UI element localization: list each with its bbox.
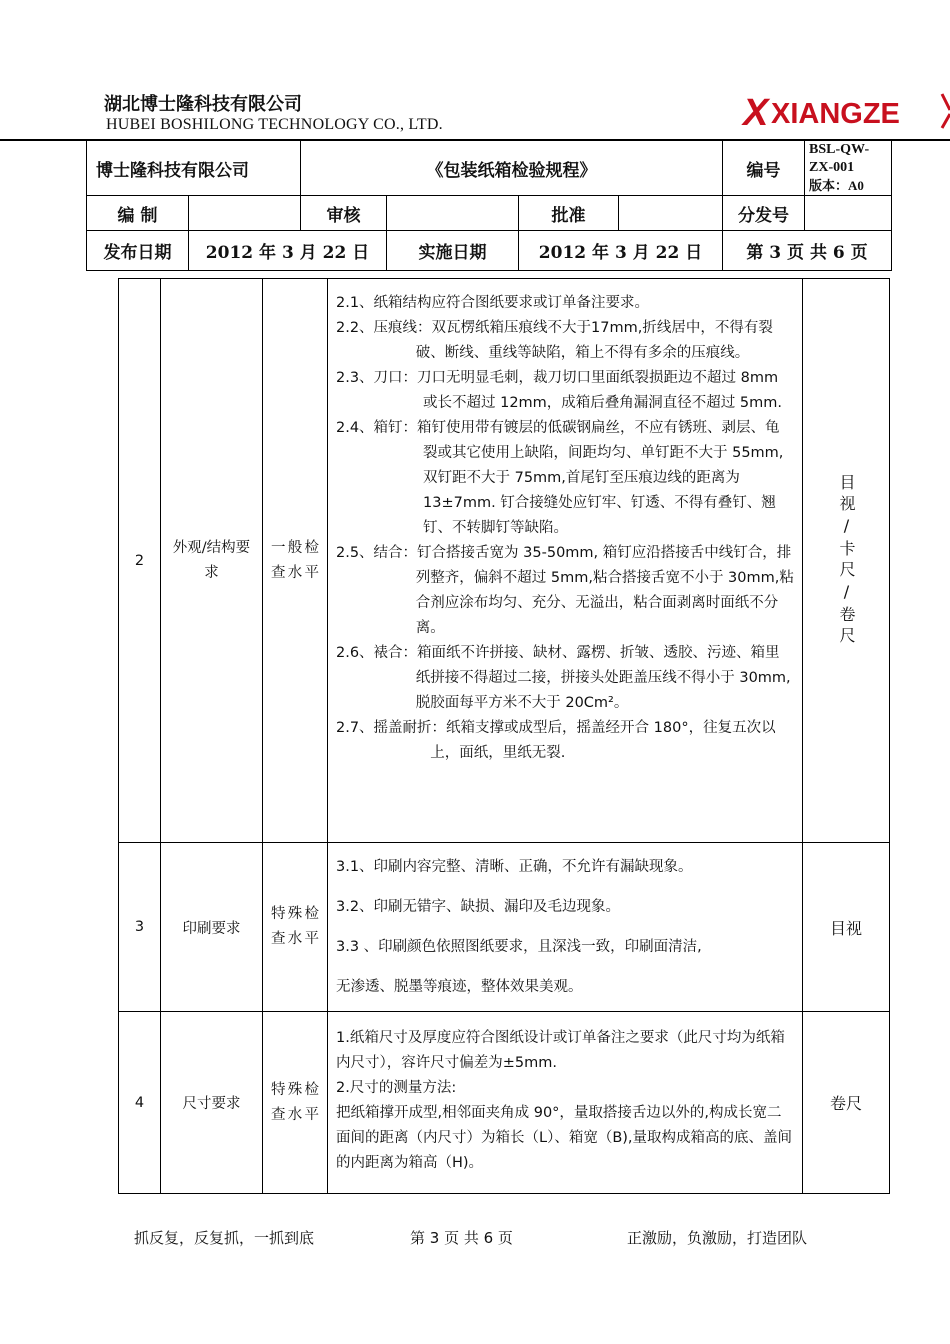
- inspection-item: 外观/结构要求: [161, 279, 263, 843]
- review-value: [387, 196, 519, 231]
- company-name-en: HUBEI BOSHILONG TECHNOLOGY CO., LTD.: [106, 116, 443, 133]
- requirement-content: [328, 279, 803, 843]
- footer-slogan-left: 抓反复，反复抓，一抓到底: [134, 1229, 315, 1247]
- inspection-tool: 卷尺: [803, 1012, 890, 1194]
- approve-value: [619, 196, 723, 231]
- inspection-tool: [803, 279, 890, 843]
- inspection-tool: 目视: [803, 843, 890, 1012]
- svg-text:X: X: [743, 92, 769, 134]
- approve-label: 批准: [519, 196, 619, 231]
- requirement-line: 2.2、压痕线：双瓦楞纸箱压痕线不大于17mm,折线居中，不得有裂破、断线、重线等缺陷，箱上不得有多余的压痕线。: [336, 320, 773, 361]
- requirement-line: 3.2、印刷无错字、缺损、漏印及毛边现象。: [336, 899, 621, 915]
- inspection-level: 特殊检查水平: [263, 843, 328, 1012]
- document-header-table: [86, 140, 892, 271]
- code-label: 编号: [723, 141, 805, 196]
- code-cell: [805, 141, 892, 196]
- effective-date: 2012 年 3 月 22 日: [519, 231, 723, 271]
- compile-label: 编 制: [87, 196, 189, 231]
- inspection-tool-text: 目视/卡尺/卷尺: [837, 473, 856, 648]
- issue-no-label: 分发号: [723, 196, 805, 231]
- table-row: [119, 843, 890, 1012]
- requirement-line: 2.3、刀口：刀口无明显毛刺，裁刀切口里面纸裂损距边不超过 8mm 或长不超过 12mm，成箱后叠角漏洞直径不超过 5mm.: [336, 370, 783, 411]
- inspection-item: 尺寸要求: [161, 1012, 263, 1194]
- requirement-line: 1.纸箱尺寸及厚度应符合图纸设计或订单备注之要求（此尺寸均为纸箱内尺寸），容许尺寸偏差为±5mm.: [336, 1030, 785, 1071]
- row-number: 4: [119, 1012, 161, 1194]
- row-number: 2: [119, 279, 161, 843]
- inspection-item: 印刷要求: [161, 843, 263, 1012]
- review-label: 审核: [301, 196, 387, 231]
- publish-date: 2012 年 3 月 22 日: [189, 231, 387, 271]
- table-row: [119, 1012, 890, 1194]
- xiangze-logo: [743, 92, 900, 134]
- requirement-line: 2.7、摇盖耐折：纸箱支撑或成型后，摇盖经开合 180°，往复五次以上，面纸，里纸无裂.: [336, 720, 776, 761]
- requirement-line: 2.1、纸箱结构应符合图纸要求或订单备注要求。: [336, 295, 650, 311]
- requirement-content: [328, 843, 803, 1012]
- row-number: 3: [119, 843, 161, 1012]
- version-label: 版本：: [809, 178, 849, 193]
- document-title: 《包装纸箱检验规程》: [301, 141, 723, 196]
- effective-date-label: 实施日期: [387, 231, 519, 271]
- logo-fragment-icon: [940, 92, 950, 132]
- version-value: A0: [848, 178, 864, 193]
- footer-slogan-right: 正激励，负激励，打造团队: [627, 1229, 808, 1247]
- footer-page-number: 第 3 页 共 6 页: [410, 1229, 513, 1247]
- requirement-content: [328, 1012, 803, 1194]
- requirement-line: 2.5、结合：钉合搭接舌宽为 35-50mm, 箱钉应沿搭接舌中线钉合，排列整齐，偏斜不超过 5mm,粘合搭接舌宽不小于 30mm,粘合剂应涂布均匀、充分、无溢出，粘合面剥离时面纸不分离。: [336, 545, 794, 636]
- requirement-line: 2.4、箱钉：箱钉使用带有镀层的低碳钢扁丝，不应有锈班、剥层、龟裂或其它使用上缺陷，间距均匀、单钉距不大于 55mm,双钉距不大于 75mm,首尾钉至压痕边线的距离为 13±7mm. 钉合接缝处应钉牢、钉透、不得有叠钉、翘钉、不转脚钉等缺陷。: [336, 420, 784, 536]
- requirement-line: 把纸箱撑开成型,相邻面夹角成 90°，量取搭接舌边以外的,构成长宽二面间的距离（内尺寸）为箱长（L）、箱宽（B),量取构成箱高的底、盖间的内距离为箱高（H)。: [336, 1105, 793, 1171]
- inspection-table: [118, 278, 890, 1194]
- requirement-line: 3.1、印刷内容完整、清晰、正确，不允许有漏缺现象。: [336, 859, 693, 875]
- compile-value: [189, 196, 301, 231]
- inspection-level: 一般检查水平: [263, 279, 328, 843]
- company-name-cn: 湖北博士隆科技有限公司: [104, 94, 302, 115]
- requirement-line: 2.6、裱合：箱面纸不许拼接、缺材、露楞、折皱、透胶、污迹、箱里纸拼接不得超过二接，拼接头处距盖压线不得小于 30mm,脱胶面每平方米不大于 20Cm²。: [336, 645, 791, 711]
- issue-no-value: [805, 196, 892, 231]
- inspection-level: 特殊检查水平: [263, 1012, 328, 1194]
- publish-date-label: 发布日期: [87, 231, 189, 271]
- header-company: 博士隆科技有限公司: [87, 141, 301, 196]
- page-info: 第 3 页 共 6 页: [723, 231, 892, 271]
- requirement-line: 2.尺寸的测量方法:: [336, 1080, 457, 1096]
- logo-text: XIANGZE: [771, 98, 900, 130]
- code-value: BSL-QW-ZX-001: [809, 142, 870, 175]
- table-row: [119, 279, 890, 843]
- requirement-line: 无渗透、脱墨等痕迹，整体效果美观。: [336, 979, 583, 995]
- requirement-line: 3.3 、印刷颜色依照图纸要求，且深浅一致，印刷面清洁,: [336, 939, 702, 955]
